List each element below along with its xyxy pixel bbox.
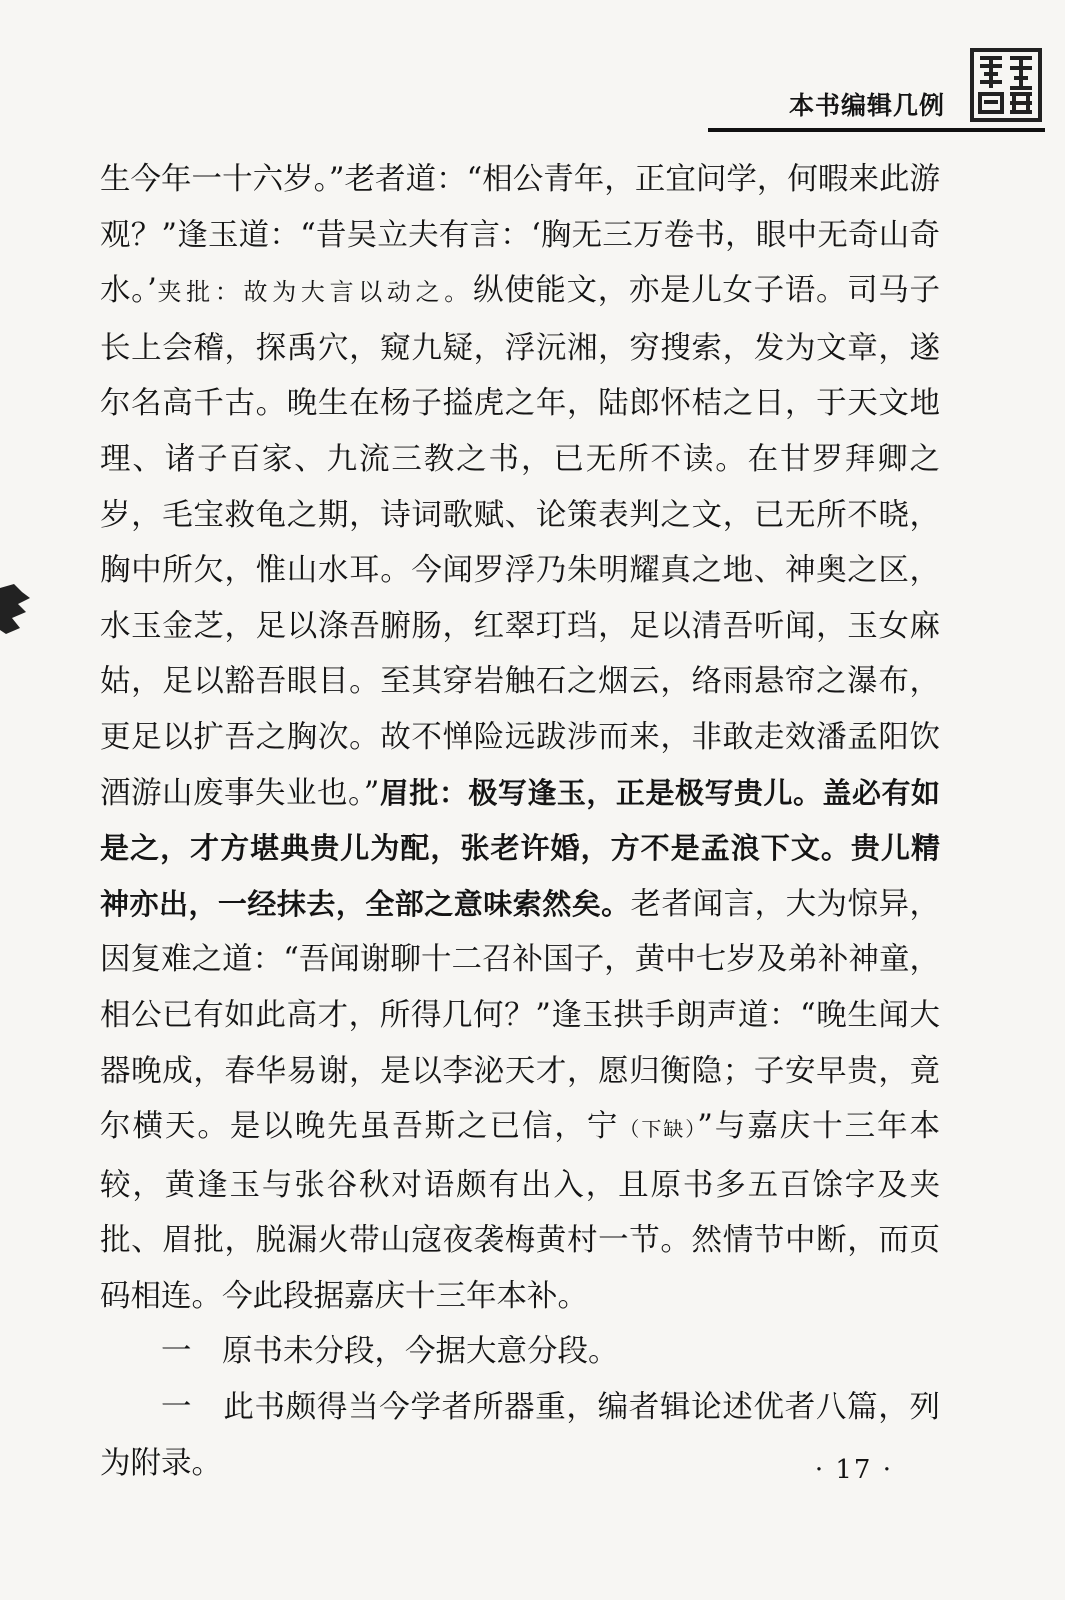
header-rule — [708, 128, 1045, 132]
text-run: 纵使能文，亦是儿女子语。司马子长上会稽，探禹穴，窥九疑，浮沅湘，穷搜索，发为文章，遂尔名高千古。晚生在杨子搤虎之年，陆郎怀桔之日，于天文地理、诸子百家、九流三教之书，已无所不读。在甘罗拜卿之岁，毛宝救龟之期，诗词歌赋、论策表判之文，已无所不晓，胸中所欠，惟山水耳。今闻罗浮乃朱明耀真之地、神奥之区，水玉金芝，足以涤吾腑肠，红翠玎珰，足以清吾听闻，玉女麻姑，足以豁吾眼目。至其穿岩触石之烟云，络雨悬帘之瀑布，更足以扩吾之胸次。故不惮险远跋涉而来，非敢走效潘孟阳饮酒游山废事失业也。” — [100, 273, 941, 811]
text-run: 老者闻言，大为惊异，因复难之道：“吾闻谢聊十二召补国子，黄中七岁及弟补神童，相公已有如此高才，所得几何？”逢玉拱手朗声道：“晚生闻大器晚成，春华易谢，是以李泌天才，愿归衡隐；子安早贵，竟尔横天。是以晚先虽吾斯之已信，宁 — [100, 886, 940, 1145]
body-text — [100, 152, 940, 1491]
text-run: ”与嘉庆十三年本较，黄逢玉与张谷秋对语颇有出入，且原书多五百馀字及夹批、眉批，脱漏火带山寇夜袭梅黄村一节。然情节中断，而页码相连。今此段据嘉庆十三年本补。 — [100, 1109, 941, 1314]
interlinear-comment: 夹批：故为大言以动之。 — [156, 278, 473, 307]
scan-margin-mark — [0, 578, 34, 638]
lacuna-note: （下缺） — [619, 1117, 698, 1142]
list-item: 一 原书未分段，今据大意分段。 — [161, 1334, 619, 1370]
list-item: 一 此书颇得当今学者所器重，编者辑论述优者八篇，列为附录。 — [100, 1390, 940, 1481]
seal-stamp-graphic — [970, 48, 1042, 122]
page-number: · 17 · — [814, 1455, 893, 1485]
running-header-title: 本书编辑几例 — [788, 91, 945, 120]
seal-stamp-icon — [970, 48, 1042, 122]
marginal-comment: 眉批：极写逢玉，正是极写贵儿。盖必有如是之，才方堪典贵儿为配，张老许婚，方不是孟浪下文。贵儿精神亦出，一经抹去，全部之意味索然矣。 — [100, 775, 940, 921]
text-run: 生今年一十六岁。”老者道：“相公青年，正宜问学，何暇来此游观？”逢玉道：“昔吴立夫有言：‘胸无三万卷书，眼中无奇山奇水。’ — [100, 162, 940, 309]
main-paragraph — [100, 152, 940, 1324]
